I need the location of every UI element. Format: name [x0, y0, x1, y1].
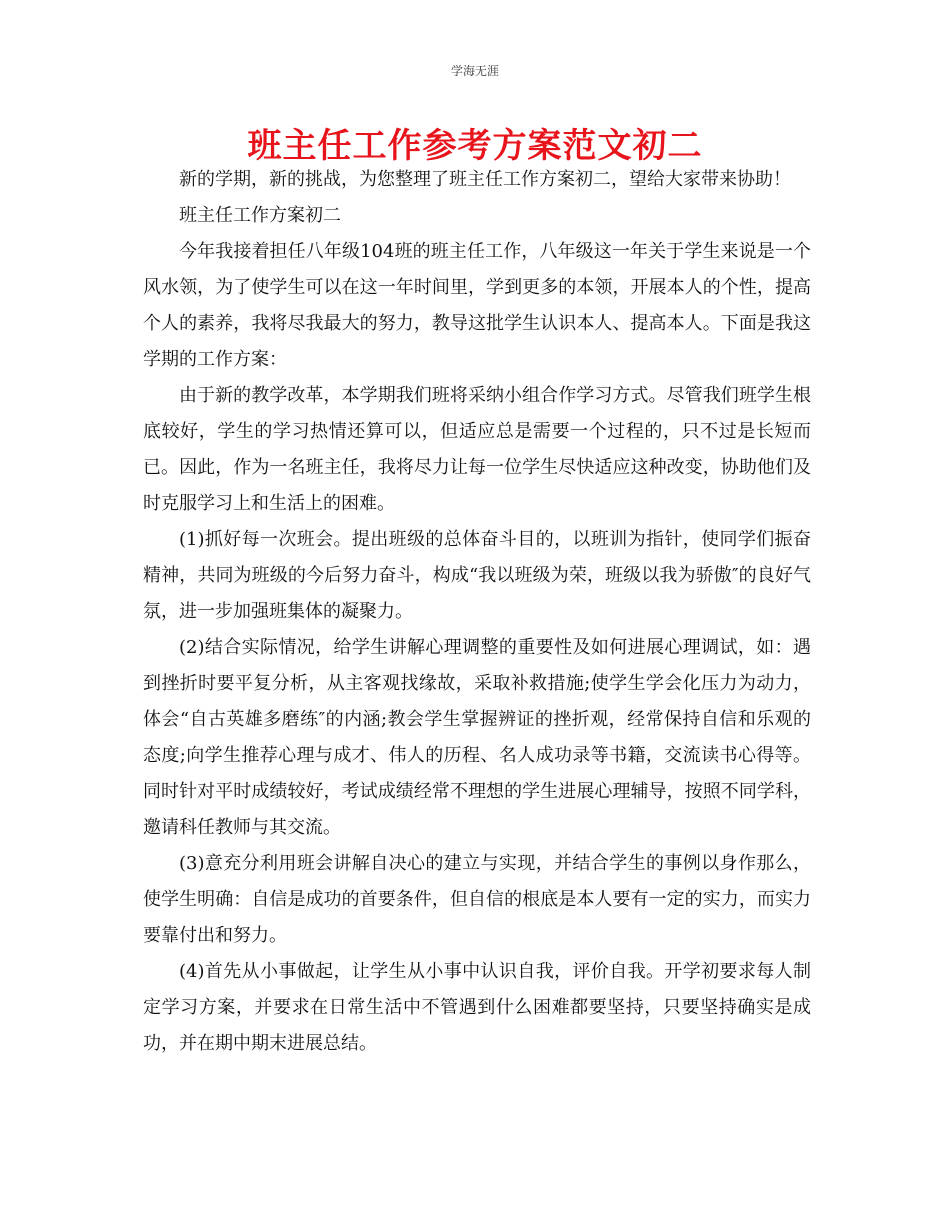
paragraph-item-3: (3)意充分利用班会讲解自决心的建立与实现，并结合学生的事例以身作那么，使学生明确：自信是成功的首要条件，但自信的根底是本人要有一定的实力，而实力要靠付出和努力。 [143, 853, 811, 946]
paragraph-item-1: (1)抓好每一次班会。提出班级的总体奋斗目的，以班训为指针，使同学们振奋精神，共同为班级的今后努力奋斗，构成“我以班级为荣，班级以我为骄傲″的良好气氛，进一步加强班集体的凝聚力。 [143, 529, 811, 622]
document-title: 班主任工作参考方案范文初二 [247, 126, 703, 166]
paragraph-item-4: (4)首先从小事做起，让学生从小事中认识自我，评价自我。开学初要求每人制定学习方案，并要求在日常生活中不管遇到什么困难都要坚持，只要坚持确实是成功，并在期中期末进展总结。 [143, 961, 811, 1054]
paragraph-reform: 由于新的教学改革，本学期我们班将采纳小组合作学习方式。尽管我们班学生根底较好，学生的学习热情还算可以，但适应总是需要一个过程的，只不过是长短而已。因此，作为一名班主任，我将尽力让每一位学生尽快适应这种改变，协助他们及时克服学习上和生活上的困难。 [143, 385, 811, 514]
page-header: 学海无涯 [450, 64, 499, 78]
document-body [143, 162, 811, 1062]
paragraph-intro: 新的学期，新的挑战，为您整理了班主任工作方案初二，望给大家带来协助！ [179, 169, 791, 190]
paragraph-item-2: (2)结合实际情况，给学生讲解心理调整的重要性及如何进展心理调试，如：遇到挫折时要平复分析，从主客观找缘故，采取补救措施;使学生学会化压力为动力，体会“自古英雄多磨练″的内涵;教会学生掌握辨证的挫折观，经常保持自信和乐观的态度;向学生推荐心理与成才、伟人的历程、名人成功录等书籍，交流读书心得等。同时针对平时成绩较好，考试成绩经常不理想的学生进展心理辅导，按照不同学科，邀请科任教师与其交流。 [143, 637, 811, 838]
paragraph-overview: 今年我接着担任八年级104班的班主任工作，八年级这一年关于学生来说是一个风水领，为了使学生可以在这一年时间里，学到更多的本领，开展本人的个性，提高个人的素养，我将尽我最大的努力，教导这批学生认识本人、提高本人。下面是我这学期的工作方案： [143, 241, 811, 370]
paragraph-subtitle: 班主任工作方案初二 [179, 205, 341, 226]
